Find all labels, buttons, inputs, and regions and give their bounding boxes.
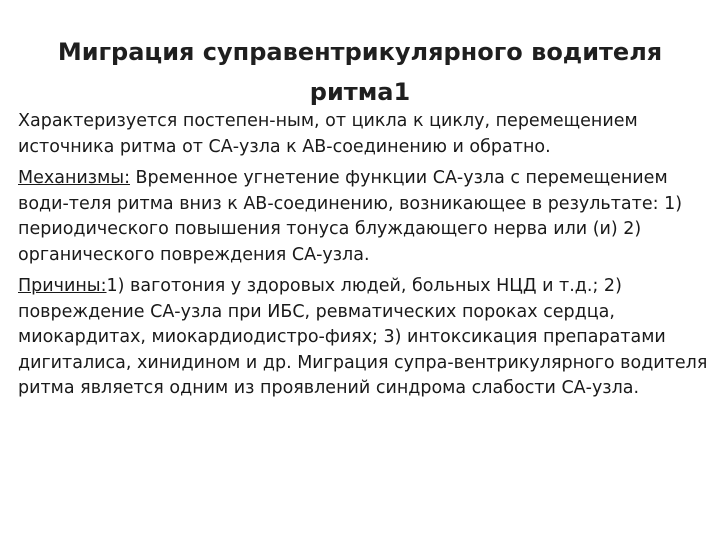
paragraph-description: Характеризуется постепен-ным, от цикла к циклу, перемещением источника ритма от СА-узла к АВ-соединению и обратно. — [18, 111, 638, 157]
paragraph-mechanisms — [18, 166, 708, 268]
mechanisms-label: Механизмы: — [18, 168, 130, 188]
slide-title-line-1: Миграция суправентрикулярного водителя — [57, 38, 663, 66]
causes-text: 1) ваготония у здоровых людей, больных НЦД и т.д.; 2) повреждение СА-узла при ИБС, ревматических пороках сердца, миокардитах, миокардиодистро-фиях; 3) интоксикация препаратами дигиталиса, хинидином и др. Миграция супра-вентрикулярного водителя ритма является одним из проявлений синдрома слабости СА-узла. — [18, 276, 708, 398]
causes-label: Причины: — [18, 276, 107, 296]
slide-title-line-2: ритма1 — [309, 78, 411, 106]
paragraph-causes — [18, 274, 708, 402]
slide-title — [40, 32, 680, 112]
slide-body — [18, 109, 708, 408]
mechanisms-text: Временное угнетение функции СА-узла с перемещением води-теля ритма вниз к АВ-соединению, возникающее в результате: 1) периодического повышения тонуса блуждающего нерва или (и) 2) органического повреждения СА-узла. — [18, 168, 683, 265]
